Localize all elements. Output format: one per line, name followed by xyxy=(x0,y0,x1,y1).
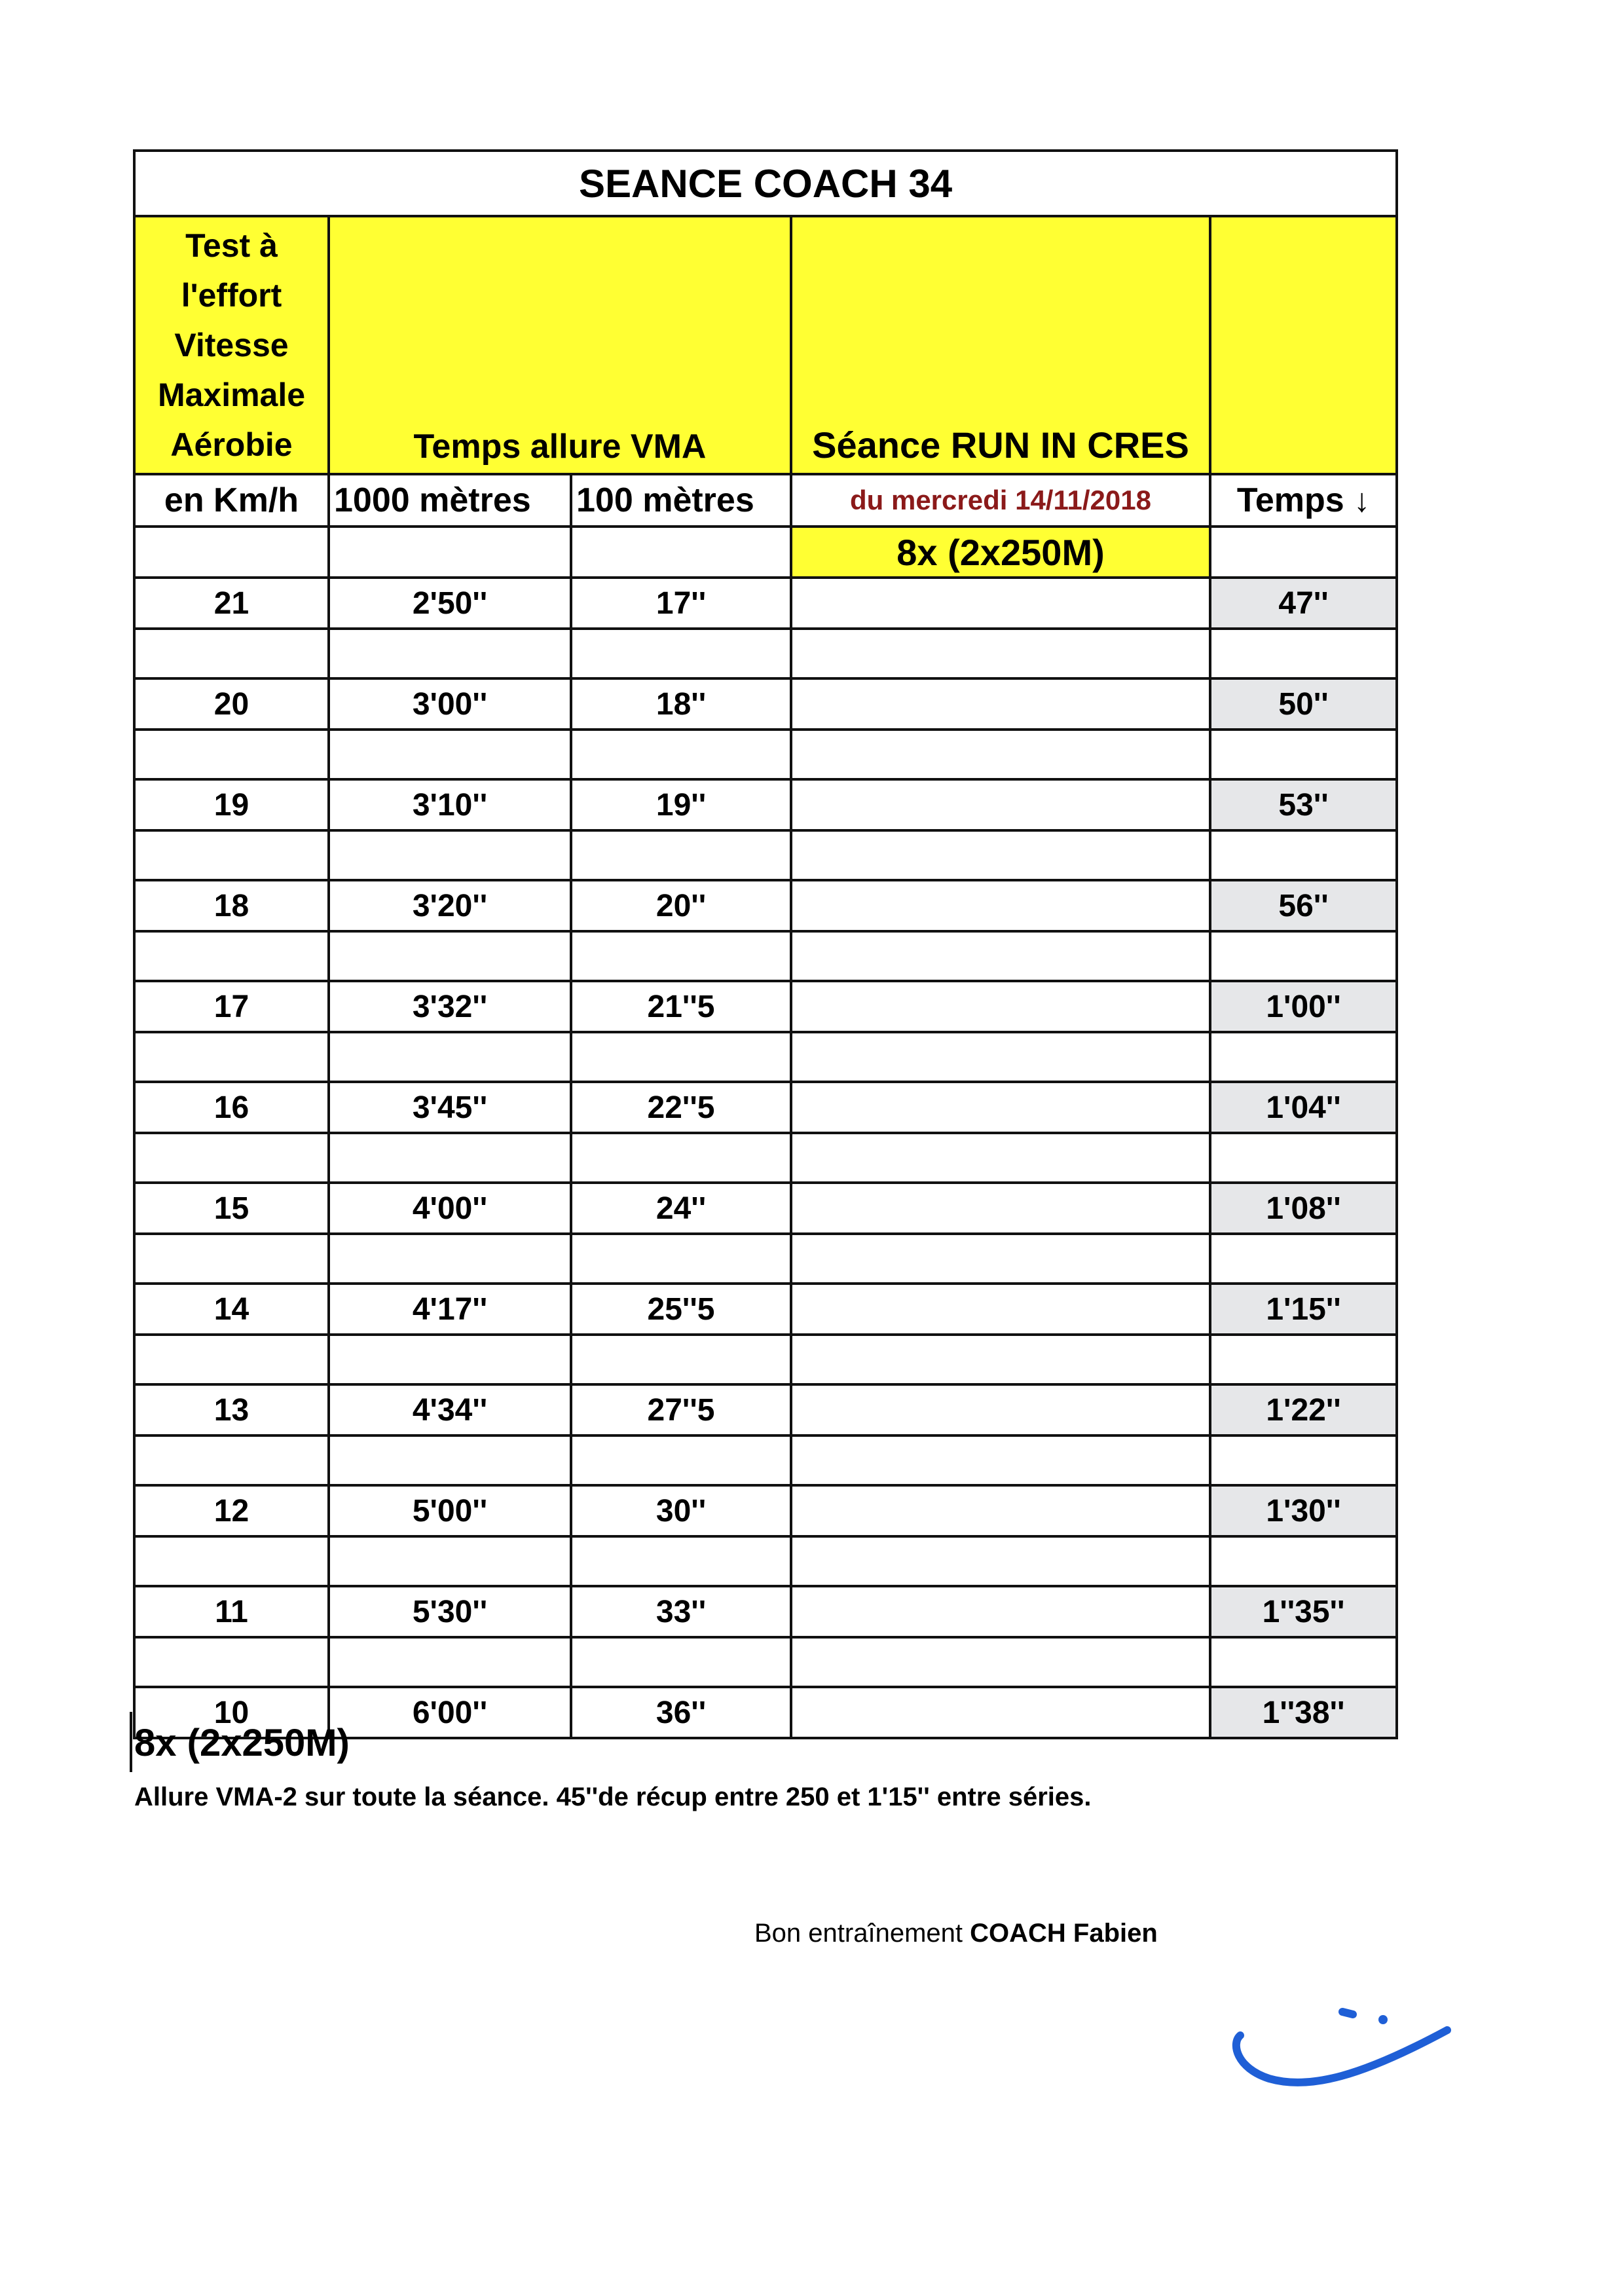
empty-cell xyxy=(1210,931,1397,981)
empty-cell xyxy=(791,1335,1210,1384)
time-100m-cell: 17'' xyxy=(571,578,791,629)
empty-cell xyxy=(134,1335,329,1384)
col-1000m: 1000 mètres xyxy=(329,474,571,527)
empty-cell xyxy=(329,1435,571,1485)
empty-cell xyxy=(134,629,329,678)
header-test-label xyxy=(134,216,329,474)
temps-cell: 50'' xyxy=(1210,678,1397,730)
time-100m-cell: 20'' xyxy=(571,880,791,931)
temps-cell: 1'15'' xyxy=(1210,1284,1397,1335)
seance-cell xyxy=(791,1586,1210,1637)
header-temps-allure: Temps allure VMA xyxy=(329,216,791,474)
test-label-line: Vitesse xyxy=(174,327,289,363)
seance-cell xyxy=(791,880,1210,931)
seance-cell xyxy=(791,981,1210,1032)
empty-cell xyxy=(329,931,571,981)
temps-cell: 1'22'' xyxy=(1210,1384,1397,1435)
table-row xyxy=(134,678,1397,730)
header-empty xyxy=(1210,216,1397,474)
empty-cell xyxy=(1210,1234,1397,1284)
kmh-cell: 21 xyxy=(134,578,329,629)
spacer-row xyxy=(134,730,1397,779)
spacer-row xyxy=(134,1133,1397,1183)
kmh-cell: 15 xyxy=(134,1183,329,1234)
empty-cell xyxy=(329,629,571,678)
kmh-cell: 14 xyxy=(134,1284,329,1335)
empty-cell xyxy=(329,1637,571,1687)
empty-cell xyxy=(791,931,1210,981)
time-1000m-cell: 3'10'' xyxy=(329,779,571,830)
table-row xyxy=(134,1384,1397,1435)
empty-cell xyxy=(571,830,791,880)
table-row xyxy=(134,1284,1397,1335)
spacer-row xyxy=(134,1335,1397,1384)
empty-cell xyxy=(791,1536,1210,1586)
time-100m-cell: 24'' xyxy=(571,1183,791,1234)
kmh-cell: 11 xyxy=(134,1586,329,1637)
table-row xyxy=(134,880,1397,931)
signature-prefix: Bon entraînement xyxy=(754,1919,970,1948)
empty-cell xyxy=(571,1032,791,1082)
spacer-row xyxy=(134,629,1397,678)
empty-cell xyxy=(329,830,571,880)
session-format: 8x (2x250M) xyxy=(791,527,1210,578)
spacer-row xyxy=(134,1637,1397,1687)
empty-cell xyxy=(571,1335,791,1384)
time-100m-cell: 33'' xyxy=(571,1586,791,1637)
seance-cell xyxy=(791,1687,1210,1738)
empty-cell xyxy=(134,730,329,779)
table-title: SEANCE COACH 34 xyxy=(134,151,1397,216)
session-description: Allure VMA-2 sur toute la séance. 45''de récup entre 250 et 1'15'' entre séries. xyxy=(134,1783,1092,1811)
time-100m-cell: 21''5 xyxy=(571,981,791,1032)
empty-cell xyxy=(1210,830,1397,880)
time-1000m-cell: 3'45'' xyxy=(329,1082,571,1133)
empty-cell xyxy=(134,527,329,578)
seance-cell xyxy=(791,1284,1210,1335)
time-100m-cell: 25''5 xyxy=(571,1284,791,1335)
test-label-line: Aérobie xyxy=(170,426,293,463)
time-1000m-cell: 4'17'' xyxy=(329,1284,571,1335)
time-100m-cell: 19'' xyxy=(571,779,791,830)
time-1000m-cell: 6'00'' xyxy=(329,1687,571,1738)
temps-cell: 53'' xyxy=(1210,779,1397,830)
smiley-doodle-icon xyxy=(1231,1997,1454,2128)
col-temps xyxy=(1210,474,1397,527)
smiley-mouth xyxy=(1236,2030,1447,2083)
time-1000m-cell: 3'00'' xyxy=(329,678,571,730)
empty-cell xyxy=(571,1435,791,1485)
test-label-line: Maximale xyxy=(157,377,306,413)
empty-cell xyxy=(1210,1536,1397,1586)
empty-cell xyxy=(329,1133,571,1183)
time-100m-cell: 18'' xyxy=(571,678,791,730)
empty-cell xyxy=(329,1536,571,1586)
kmh-cell: 20 xyxy=(134,678,329,730)
time-100m-cell: 22''5 xyxy=(571,1082,791,1133)
time-100m-cell: 30'' xyxy=(571,1485,791,1536)
kmh-cell: 16 xyxy=(134,1082,329,1133)
empty-cell xyxy=(329,1234,571,1284)
time-100m-cell: 36'' xyxy=(571,1687,791,1738)
empty-cell xyxy=(134,1637,329,1687)
seance-cell xyxy=(791,779,1210,830)
spacer-row xyxy=(134,1536,1397,1586)
temps-cell: 1'08'' xyxy=(1210,1183,1397,1234)
empty-cell xyxy=(134,1435,329,1485)
temps-cell: 1'30'' xyxy=(1210,1485,1397,1536)
col-100m: 100 mètres xyxy=(571,474,791,527)
empty-cell xyxy=(1210,527,1397,578)
kmh-cell: 13 xyxy=(134,1384,329,1435)
empty-cell xyxy=(791,730,1210,779)
empty-cell xyxy=(134,830,329,880)
empty-cell xyxy=(1210,1435,1397,1485)
seance-cell xyxy=(791,1183,1210,1234)
empty-cell xyxy=(571,629,791,678)
seance-cell xyxy=(791,1082,1210,1133)
table-row xyxy=(134,578,1397,629)
empty-cell xyxy=(1210,1335,1397,1384)
temps-cell: 1'00'' xyxy=(1210,981,1397,1032)
seance-cell xyxy=(791,1384,1210,1435)
empty-cell xyxy=(134,1032,329,1082)
empty-cell xyxy=(1210,1637,1397,1687)
empty-cell xyxy=(134,1536,329,1586)
seance-cell xyxy=(791,678,1210,730)
signature-name: COACH Fabien xyxy=(970,1919,1158,1948)
temps-cell: 1'04'' xyxy=(1210,1082,1397,1133)
time-1000m-cell: 2'50'' xyxy=(329,578,571,629)
empty-cell xyxy=(329,527,571,578)
temps-cell: 47'' xyxy=(1210,578,1397,629)
empty-cell xyxy=(1210,1032,1397,1082)
kmh-cell: 12 xyxy=(134,1485,329,1536)
spacer-row xyxy=(134,1435,1397,1485)
empty-cell xyxy=(791,1435,1210,1485)
seance-cell xyxy=(791,578,1210,629)
empty-cell xyxy=(571,527,791,578)
empty-cell xyxy=(791,1234,1210,1284)
empty-cell xyxy=(571,1637,791,1687)
empty-cell xyxy=(1210,730,1397,779)
time-1000m-cell: 5'30'' xyxy=(329,1586,571,1637)
empty-cell xyxy=(134,1133,329,1183)
spacer-row xyxy=(134,1234,1397,1284)
vma-table xyxy=(133,149,1398,1739)
temps-cell: 56'' xyxy=(1210,880,1397,931)
session-date: du mercredi 14/11/2018 xyxy=(791,474,1210,527)
empty-cell xyxy=(134,1234,329,1284)
table-row xyxy=(134,981,1397,1032)
smiley-eye-right xyxy=(1378,2015,1388,2024)
seance-cell xyxy=(791,1485,1210,1536)
empty-cell xyxy=(1210,629,1397,678)
empty-cell xyxy=(329,1032,571,1082)
kmh-cell: 17 xyxy=(134,981,329,1032)
time-100m-cell: 27''5 xyxy=(571,1384,791,1435)
empty-cell xyxy=(571,1234,791,1284)
header-seance: Séance RUN IN CRES xyxy=(791,216,1210,474)
empty-cell xyxy=(571,931,791,981)
empty-cell xyxy=(1210,1133,1397,1183)
empty-cell xyxy=(791,830,1210,880)
table-row xyxy=(134,1183,1397,1234)
table-row xyxy=(134,1082,1397,1133)
spacer-row xyxy=(134,1032,1397,1082)
footer-session: 8x (2x250M) xyxy=(134,1722,350,1764)
table-row xyxy=(134,779,1397,830)
empty-cell xyxy=(791,1133,1210,1183)
empty-cell xyxy=(329,730,571,779)
margin-bar xyxy=(130,1712,132,1772)
time-1000m-cell: 3'32'' xyxy=(329,981,571,1032)
empty-cell xyxy=(134,931,329,981)
down-arrow-icon: ↓ xyxy=(1354,482,1371,519)
test-label-line: Test à xyxy=(185,227,278,264)
smiley-eye-left xyxy=(1342,2012,1353,2014)
temps-cell: 1''38'' xyxy=(1210,1687,1397,1738)
kmh-cell: 10 xyxy=(134,1687,329,1738)
empty-cell xyxy=(329,1335,571,1384)
table-row xyxy=(134,1485,1397,1536)
col-temps-label: Temps xyxy=(1236,481,1344,519)
empty-cell xyxy=(571,1536,791,1586)
time-1000m-cell: 3'20'' xyxy=(329,880,571,931)
time-1000m-cell: 4'34'' xyxy=(329,1384,571,1435)
empty-cell xyxy=(571,730,791,779)
time-1000m-cell: 5'00'' xyxy=(329,1485,571,1536)
temps-cell: 1''35'' xyxy=(1210,1586,1397,1637)
empty-cell xyxy=(571,1133,791,1183)
spacer-row xyxy=(134,830,1397,880)
empty-cell xyxy=(791,629,1210,678)
spacer-row xyxy=(134,931,1397,981)
time-1000m-cell: 4'00'' xyxy=(329,1183,571,1234)
unit-kmh: en Km/h xyxy=(134,474,329,527)
kmh-cell: 19 xyxy=(134,779,329,830)
test-label-line: l'effort xyxy=(181,277,282,314)
table-row xyxy=(134,1586,1397,1637)
empty-cell xyxy=(791,1032,1210,1082)
empty-cell xyxy=(791,1637,1210,1687)
signature-line xyxy=(754,1919,1158,1948)
kmh-cell: 18 xyxy=(134,880,329,931)
